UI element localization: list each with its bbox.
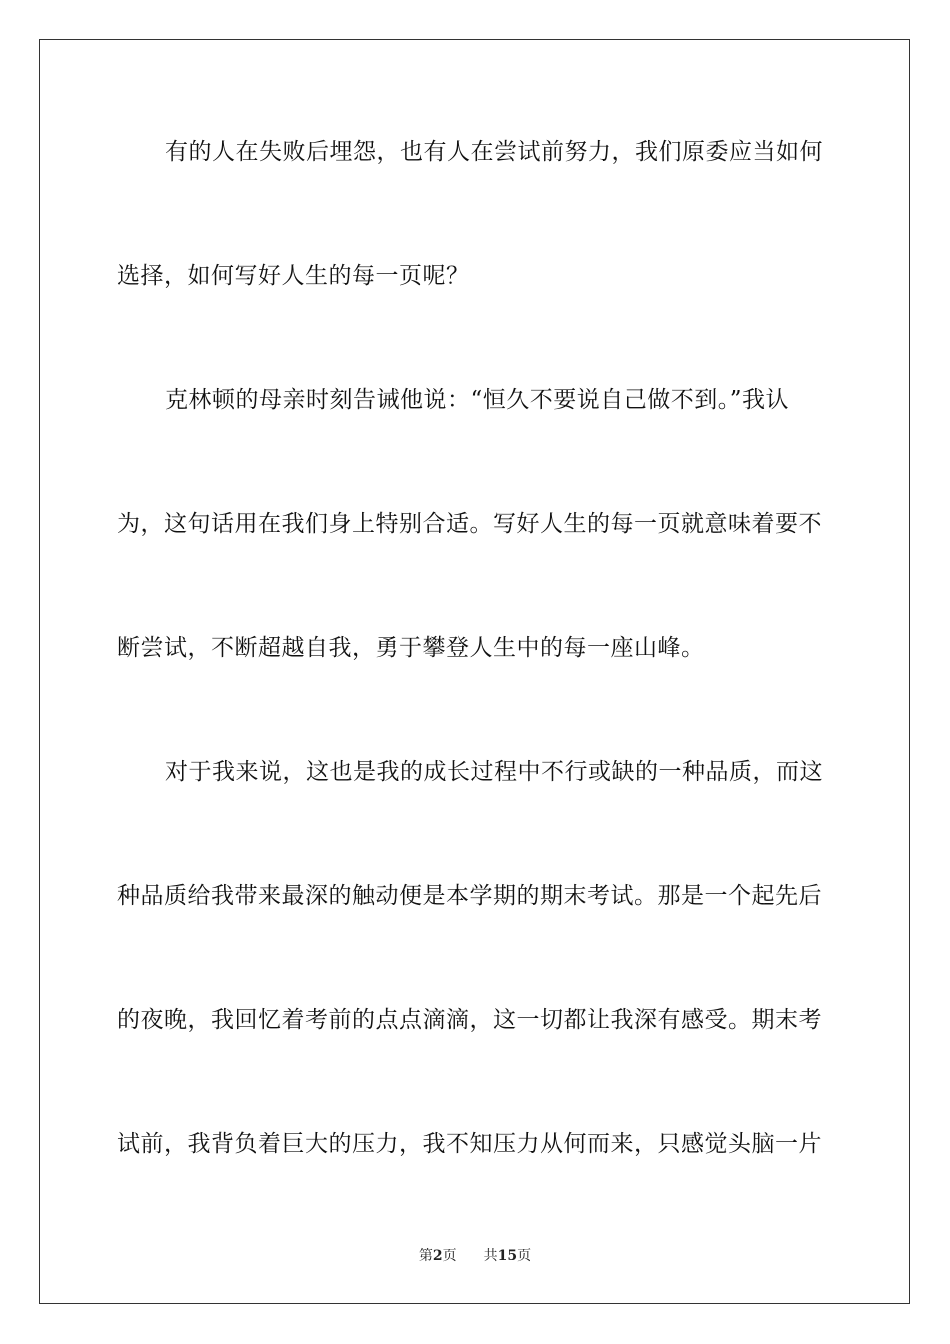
page-frame <box>39 39 910 1304</box>
paragraph-line-9: 试前，我背负着巨大的压力，我不知压力从何而来，只感觉头脑一片 <box>117 1131 822 1157</box>
total-pages-indicator <box>484 1248 531 1264</box>
page-indicator <box>419 1248 457 1264</box>
paragraph-line-2: 选择，如何写好人生的每一页呢？ <box>117 263 470 289</box>
total-pages: 15 <box>497 1248 518 1264</box>
paragraph-line-3: 克林顿的母亲时刻告诫他说：“恒久不要说自己做不到。”我认 <box>165 387 790 413</box>
total-prefix: 共 <box>483 1248 498 1264</box>
page-suffix: 页 <box>442 1248 457 1264</box>
paragraph-line-4: 为，这句话用在我们身上特别合适。写好人生的每一页就意味着要不 <box>117 511 822 537</box>
paragraph-line-7: 种品质给我带来最深的触动便是本学期的期末考试。那是一个起先后 <box>117 883 822 909</box>
paragraph-line-8: 的夜晚，我回忆着考前的点点滴滴，这一切都让我深有感受。期末考 <box>117 1007 822 1033</box>
paragraph-line-5: 断尝试，不断超越自我，勇于攀登人生中的每一座山峰。 <box>117 635 705 661</box>
paragraph-line-6: 对于我来说，这也是我的成长过程中不行或缺的一种品质，而这 <box>165 759 823 785</box>
total-suffix: 页 <box>517 1248 532 1264</box>
page-prefix: 第 <box>418 1248 433 1264</box>
page-number: 2 <box>432 1248 443 1264</box>
page-footer <box>0 1247 950 1265</box>
paragraph-line-1: 有的人在失败后埋怨，也有人在尝试前努力，我们原委应当如何 <box>165 139 823 165</box>
